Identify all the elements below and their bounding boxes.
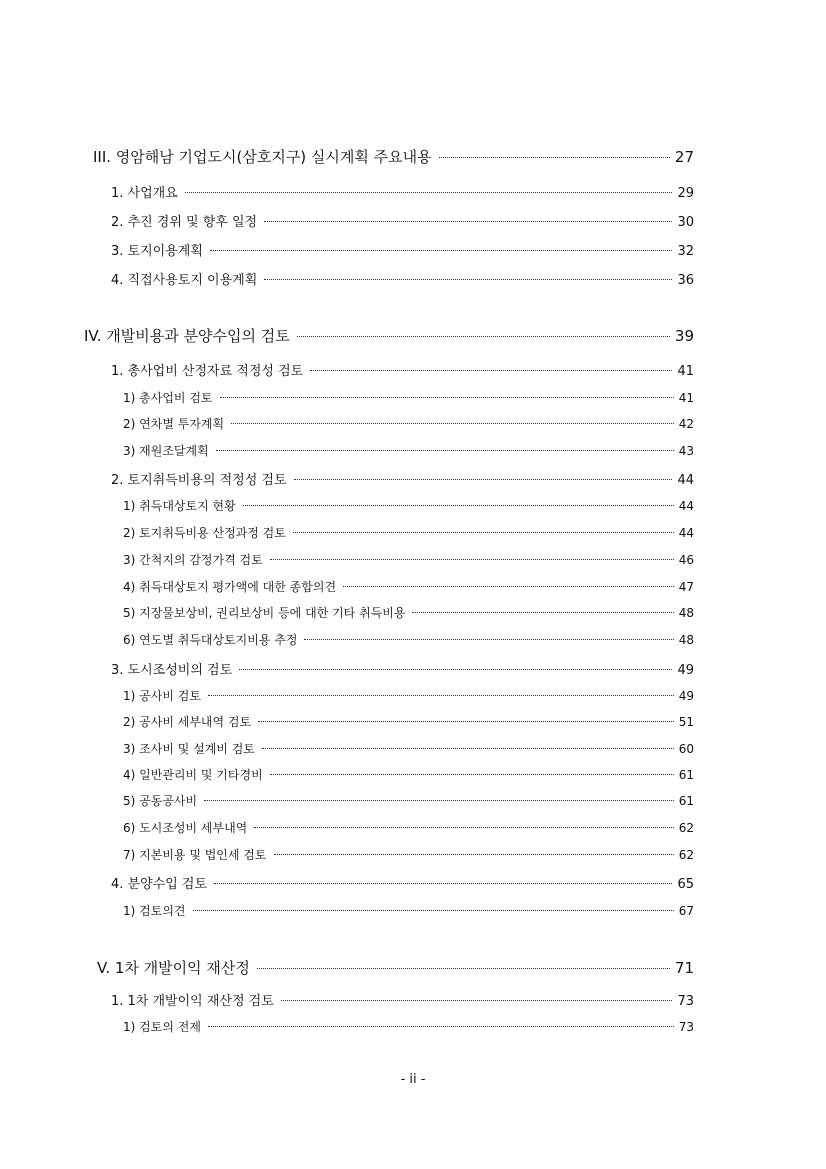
chapter-title: III. 영암해남 기업도시(삼호지구) 실시계획 주요내용 [93,148,432,166]
toc-subsection[interactable] [123,902,694,919]
page-number: 29 [677,186,694,201]
subsection-label: 5) 지장물보상비, 권리보상비 등에 대한 기타 취득비용 [123,606,406,620]
page-number: 41 [678,391,694,405]
dot-leader [216,450,674,451]
toc-subsection[interactable] [123,497,694,514]
page-number: 49 [678,689,694,703]
page-number: 30 [677,215,694,230]
toc-section[interactable] [111,873,694,892]
page-number: 41 [677,364,694,379]
section-label: 4. 직접사용토지 이용계획 [111,273,258,288]
dot-leader [231,423,674,424]
page-number: 49 [677,663,694,678]
subsection-label: 7) 지본비용 및 법인세 검토 [123,848,267,862]
dot-leader [343,586,674,587]
toc-chapter-3[interactable] [93,146,694,167]
section-label: 1. 총사업비 산정자료 적정성 검토 [111,364,304,379]
dot-leader [270,559,674,560]
page-number: 27 [674,148,694,166]
chapter-title: V. 1차 개발이익 재산정 [97,959,250,977]
dot-leader [214,883,672,884]
dot-leader [293,532,674,533]
dot-leader [208,1026,674,1027]
dot-leader [270,774,674,775]
page-number: 47 [678,580,694,594]
subsection-label: 2) 연차별 투자계획 [123,417,225,431]
dot-leader [274,854,674,855]
page-number: 61 [678,768,694,782]
subsection-label: 3) 간척지의 감정가격 검토 [123,553,263,567]
toc-subsection[interactable] [123,687,694,704]
toc-subsection[interactable] [123,631,694,648]
page-number: 73 [677,994,694,1009]
page-number: 44 [678,526,694,540]
toc-subsection[interactable] [123,578,694,595]
subsection-label: 1) 총사업비 검토 [123,391,213,405]
dot-leader [254,827,673,828]
section-label: 3. 도시조성비의 검토 [111,663,233,678]
page-number: 65 [677,877,694,892]
page-number: 71 [674,959,694,977]
section-label: 1. 사업개요 [111,186,178,201]
toc-subsection[interactable] [123,713,694,730]
toc-chapter-4[interactable] [84,325,694,346]
page-number: 42 [678,417,694,431]
toc-subsection[interactable] [123,389,694,406]
toc-section[interactable] [111,469,694,488]
section-label: 4. 분양수입 검토 [111,877,208,892]
dot-leader [243,505,674,506]
page-number: 51 [678,715,694,729]
toc-subsection[interactable] [123,604,694,621]
toc-subsection[interactable] [123,846,694,863]
dot-leader [281,1000,673,1001]
dot-leader [220,397,674,398]
dot-leader [258,721,674,722]
toc-section[interactable] [111,360,694,379]
dot-leader [185,192,673,193]
page-number: 32 [677,244,694,259]
toc-subsection[interactable] [123,1018,694,1035]
toc-subsection[interactable] [123,819,694,836]
page-number: 39 [674,327,694,345]
subsection-label: 3) 재원조달계획 [123,444,209,458]
dot-leader [439,157,670,158]
dot-leader [239,669,672,670]
subsection-label: 1) 검토의견 [123,904,186,918]
page-number: 48 [678,606,694,620]
subsection-label: 5) 공동공사비 [123,794,198,808]
subsection-label: 1) 취득대상토지 현황 [123,499,236,513]
dot-leader [262,748,674,749]
toc-section[interactable] [111,269,694,288]
page-number: 62 [678,848,694,862]
subsection-label: 3) 조사비 및 설계비 검토 [123,742,255,756]
dot-leader [204,800,674,801]
page-number: 44 [677,473,694,488]
section-label: 3. 토지이용계획 [111,244,203,259]
toc-subsection[interactable] [123,740,694,757]
dot-leader [257,968,670,969]
subsection-label: 2) 공사비 세부내역 검토 [123,715,252,729]
dot-leader [264,221,672,222]
page-number: 44 [678,499,694,513]
page-number: 61 [678,794,694,808]
toc-subsection[interactable] [123,792,694,809]
section-label: 2. 토지취득비용의 적정성 검토 [111,473,287,488]
dot-leader [412,612,673,613]
subsection-label: 1) 검토의 전제 [123,1020,201,1034]
toc-subsection[interactable] [123,524,694,541]
page-number: 36 [677,273,694,288]
toc-subsection[interactable] [123,551,694,568]
toc-chapter-5[interactable] [97,957,694,978]
page-number: 62 [678,821,694,835]
dot-leader [193,910,674,911]
dot-leader [310,370,672,371]
toc-section[interactable] [111,990,694,1009]
page-number: 67 [678,904,694,918]
dot-leader [294,479,673,480]
chapter-title: IV. 개발비용과 분양수입의 검토 [84,327,290,345]
toc-subsection[interactable] [123,415,694,432]
page-number: 73 [678,1020,694,1034]
dot-leader [210,250,673,251]
section-label: 2. 추진 경위 및 향후 일정 [111,215,258,230]
toc-subsection[interactable] [123,766,694,783]
dot-leader [208,695,674,696]
toc-section[interactable] [111,182,694,201]
toc-section[interactable] [111,659,694,678]
page-number: 48 [678,633,694,647]
section-label: 1. 1차 개발이익 재산정 검토 [111,994,274,1009]
page-number: 60 [678,742,694,756]
toc-subsection[interactable] [123,442,694,459]
subsection-label: 4) 일반관리비 및 기타경비 [123,768,263,782]
subsection-label: 1) 공사비 검토 [123,689,201,703]
subsection-label: 4) 취득대상토지 평가액에 대한 종합의견 [123,580,337,594]
page-footer: - ii - [400,1072,426,1087]
dot-leader [297,336,670,337]
subsection-label: 6) 연도별 취득대상토지비용 추정 [123,633,298,647]
toc-section[interactable] [111,240,694,259]
subsection-label: 6) 도시조성비 세부내역 [123,821,248,835]
dot-leader [304,639,673,640]
toc-section[interactable] [111,211,694,230]
dot-leader [264,279,672,280]
page-number: 46 [678,553,694,567]
page-number: 43 [678,444,694,458]
subsection-label: 2) 토지취득비용 산정과정 검토 [123,526,286,540]
